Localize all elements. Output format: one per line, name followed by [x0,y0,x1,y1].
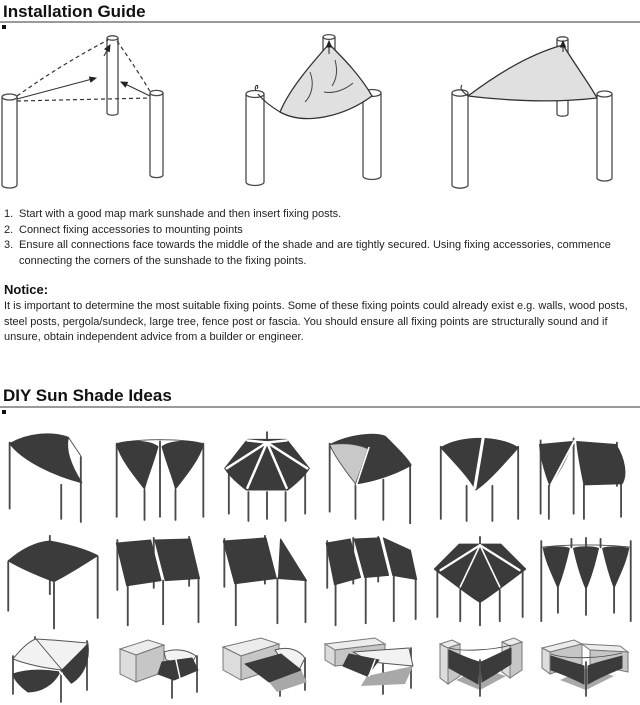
square-canopy-icon [2,528,106,630]
triple-slanted-panels-icon [321,528,425,630]
diagram-attach-shade-corner-to-post-icon [210,30,425,202]
installation-title-rule [0,21,640,23]
twin-pillar-corner-sails-icon [428,632,532,704]
installation-steps [4,207,634,269]
single-triangle-sail-icon [2,426,106,524]
diagram-shade-stretched-between-posts-icon [425,30,640,202]
wall-mounted-sail-small-icon [108,632,212,704]
step-text: Ensure all connections face towards the middle of the shade and are tightly secured. Using fixing accessories, commence connecting the corners of the sunshade to the fixing points. [19,239,611,267]
layered-light-dark-sails-icon [2,632,106,704]
diy-ideas-row-3 [2,632,638,704]
notice-title: Notice: [4,282,49,297]
rule-square-marker [2,25,6,29]
lean-to-with-triangle-icon [215,528,319,630]
overlapping-square-sails-icon [321,426,425,524]
vertical-twin-sails-icon [428,426,532,524]
diy-title-rule [0,406,640,408]
step-number: 2. [4,223,14,236]
step-number: 1. [4,208,14,220]
double-lean-to-panels-icon [108,528,212,630]
hexagon-diamond-canopy-icon [428,528,532,630]
diy-ideas-row-2 [2,528,638,630]
step-number: 3. [4,239,14,251]
installation-step-3 [4,238,634,269]
step-text: Start with a good map mark sunshade and then insert fixing posts. [19,208,342,220]
wall-mounted-sail-wide-icon [215,632,319,704]
diagram-mark-layout-and-insert-posts-icon [0,30,210,202]
corner-wall-sails-icon [534,632,638,704]
double-panel-sails-icon [534,426,638,524]
installation-guide-title: Installation Guide [3,2,146,21]
twin-triangle-sails-icon [108,426,212,524]
notice-section [4,282,634,346]
long-wall-sail-icon [321,632,425,704]
scalloped-hanging-sails-icon [534,528,638,630]
diy-ideas-row-1 [2,426,638,524]
step-text: Connect fixing accessories to mounting points [19,223,243,236]
notice-text: It is important to determine the most suitable fixing points. Some of these fixing points could already exist e.g. walls, wood posts, steel posts, pergola/sundeck, large tree, fence post or fascia. You should ensure all fixing points are structurally sound and if unsure, obtain independent advice from a builder or engineer. [4,300,628,343]
installation-step-2 [4,223,634,239]
installation-step-1 [4,207,634,223]
rule-square-marker [2,410,6,414]
hexagon-umbrella-sail-icon [215,426,319,524]
installation-diagrams [0,30,640,202]
diy-ideas-title: DIY Sun Shade Ideas [3,386,172,405]
